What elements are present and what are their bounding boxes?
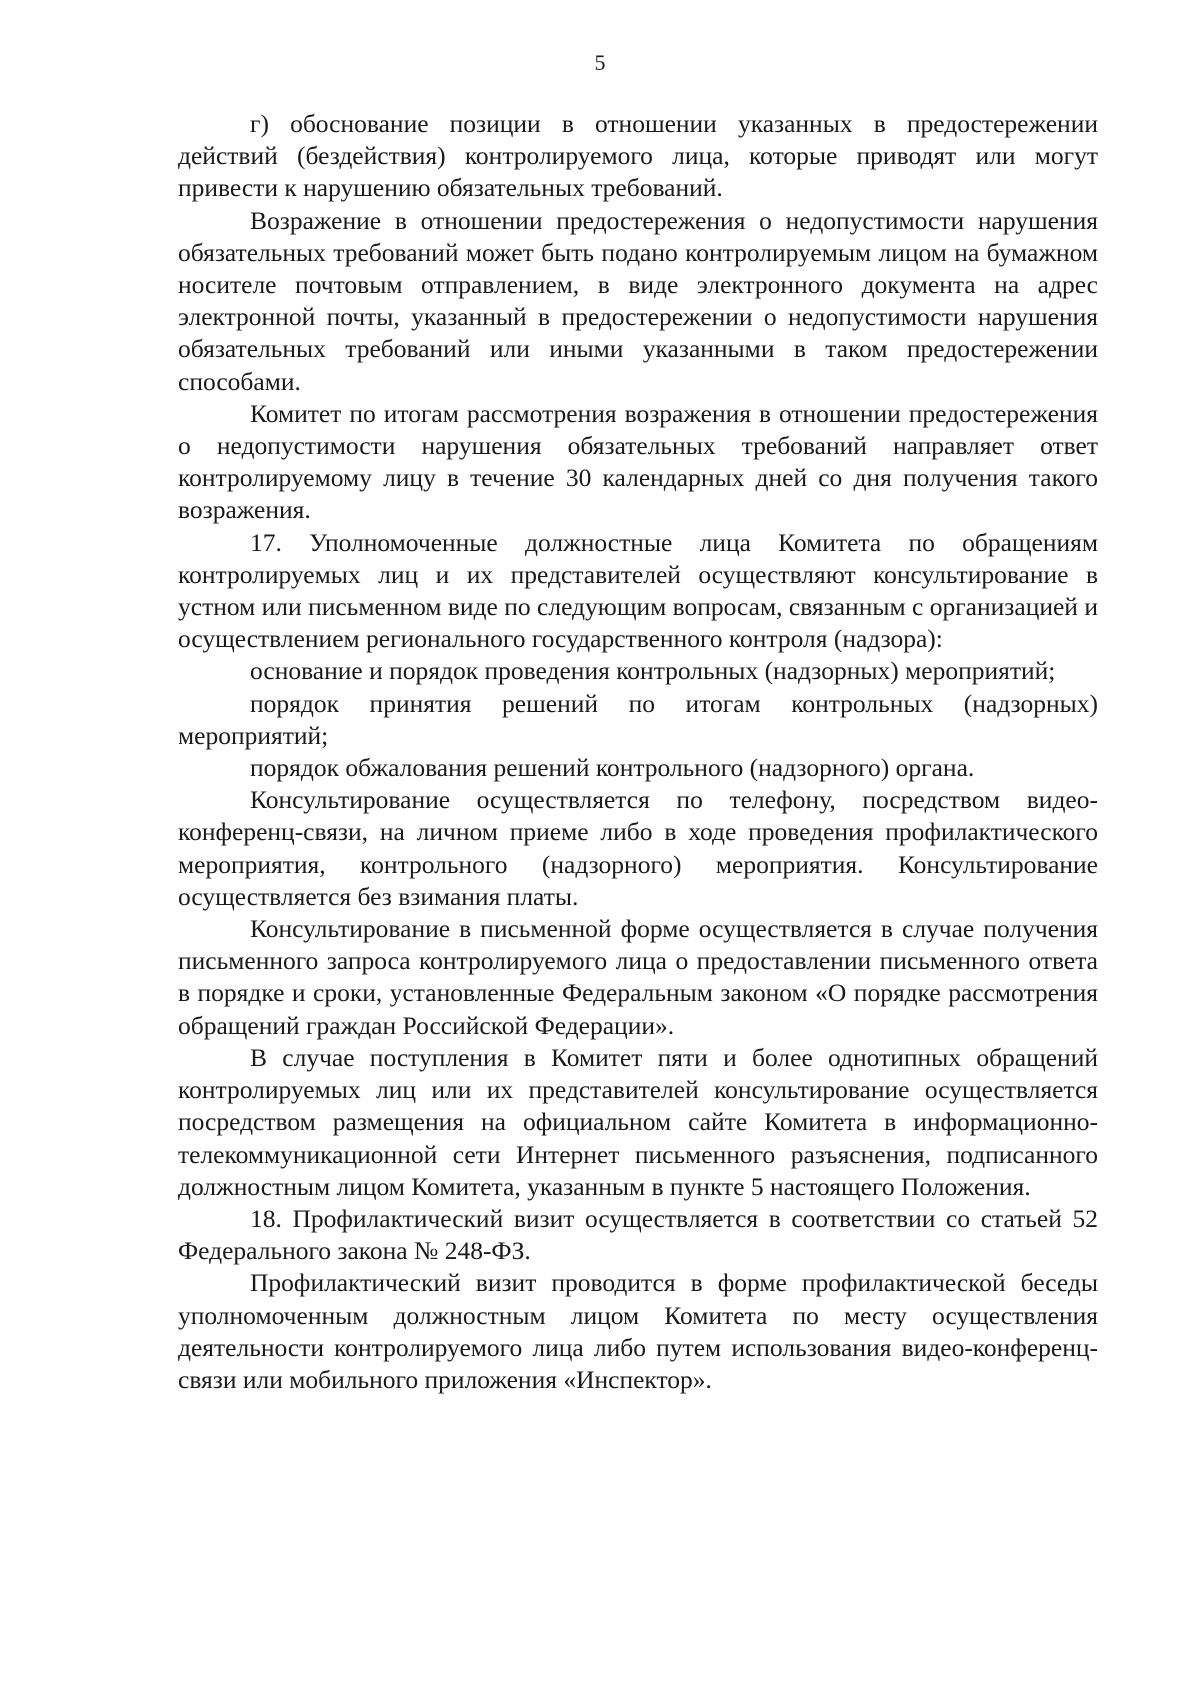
paragraph-item-17: 17. Уполномоченные должностные лица Комитета по обращениям контролируемых лиц и их представителей осуществляют консультирование в устном или письменном виде по следующим вопросам, связанным с организацией и осуществлением регионального государственного контроля (надзора): [178,527,1098,654]
paragraph-objection-basis: г) обоснование позиции в отношении указанных в предостережении действий (бездействия) контролируемого лица, которые приводят или могут привести к нарушению обязательных требований. [178,109,1098,203]
paragraph-objection-submission: Возражение в отношении предостережения о недопустимости нарушения обязательных требований может быть подано контролируемым лицом на бумажном носителе почтовым отправлением, в виде электронного документа на адрес электронной почты, указанный в предостережении о недопустимости нарушения обязательных требований или иными указанными в таком предостережении способами. [178,205,1098,396]
list-item-basis-procedure: основание и порядок проведения контрольных (надзорных) мероприятий; [250,656,1056,686]
page-number: 5 [594,50,606,75]
list-item-decision-procedure: порядок принятия решений по итогам контрольных (надзорных) мероприятий; [178,688,1098,750]
paragraph-consultation-methods: Консультирование осуществляется по телефону, посредством видео-конференц-связи, на личном приеме либо в ходе проведения профилактического мероприятия, контрольного (надзорного) мероприятия. Консультирование осуществляется без взимания платы. [178,785,1098,911]
paragraph-multiple-requests: В случае поступления в Комитет пяти и более однотипных обращений контролируемых лиц или их представителей консультирование осуществляется посредством размещения на официальном сайте Комитета в информационно-телекоммуникационной сети Интернет письменного разъяснения, подписанного должностным лицом Комитета, указанным в пункте 5 настоящего Положения. [178,1042,1098,1201]
document-body [178,108,1098,1396]
paragraph-preventive-visit: Профилактический визит проводится в форме профилактической беседы уполномоченным должностным лицом Комитета по месту осуществления деятельности контролируемого лица либо путем использования видео-конференц-связи или мобильного приложения «Инспектор». [178,1268,1098,1394]
paragraph-committee-response: Комитет по итогам рассмотрения возражения в отношении предостережения о недопустимости нарушения обязательных требований направляет ответ контролируемому лицу в течение 30 календарных дней со дня получения такого возражения. [178,398,1098,525]
paragraph-written-consultation: Консультирование в письменной форме осуществляется в случае получения письменного запроса контролируемого лица о предоставлении письменного ответа в порядке и сроки, установленные Федеральным законом «О порядке рассмотрения обращений граждан Российской Федерации». [178,914,1098,1040]
list-item-appeal-procedure: порядок обжалования решений контрольного (надзорного) органа. [250,753,975,783]
paragraph-item-18: 18. Профилактический визит осуществляется в соответствии со статьей 52 Федерального закона № 248-ФЗ. [178,1203,1098,1266]
